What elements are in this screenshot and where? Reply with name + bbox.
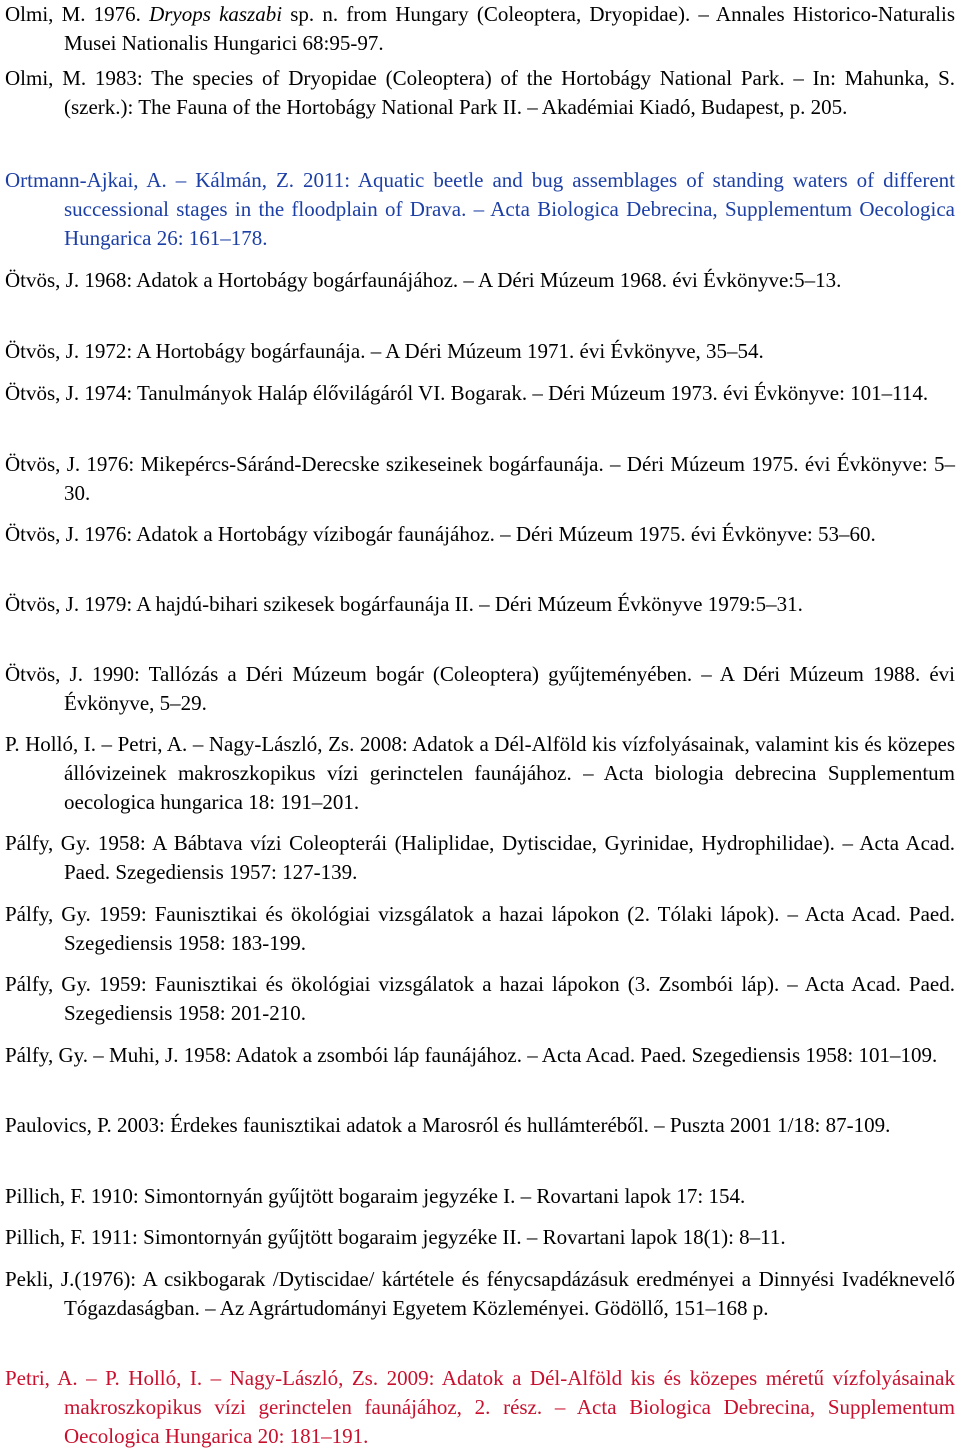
reference-otvos-1974: Ötvös, J. 1974: Tanulmányok Haláp élővilágáról VI. Bogarak. – Déri Múzeum 1973. évi Évkönyve: 101–114. (5, 381, 929, 405)
reference-palfy-muhi-1958: Pálfy, Gy. – Muhi, J. 1958: Adatok a zsombói láp faunájához. – Acta Acad. Paed. Szegediensis 1958: 101–109. (5, 1043, 938, 1067)
ref-part-authors: Olmi, M. 1976. (5, 2, 150, 26)
reference-olmi-1976 (5, 0, 955, 58)
reference-olmi-1983: Olmi, M. 1983: The species of Dryopidae (Coleoptera) of the Hortobágy National Park. – In: Mahunka, S. (szerk.): The Fauna of the Hortobágy National Park II. – Akadémiai Kiadó, Budapest, p. 205. (5, 66, 955, 119)
reference-pillich-1911: Pillich, F. 1911: Simontornyán gyűjtött bogaraim jegyzéke II. – Rovartani lapok 18(1): 8–11. (5, 1225, 786, 1249)
reference-palfy-1959b: Pálfy, Gy. 1959: Faunisztikai és ökológiai vizsgálatok a hazai lápokon (3. Zsombói láp). – Acta Acad. Paed. Szegediensis 1958: 201-210. (5, 972, 955, 1025)
reference-otvos-1968: Ötvös, J. 1968: Adatok a Hortobágy bogárfaunájához. – A Déri Múzeum 1968. évi Évkönyve:5–13. (5, 268, 842, 292)
reference-otvos-1976a: Ötvös, J. 1976: Mikepércs-Sáránd-Derecske szikeseinek bogárfaunája. – Déri Múzeum 1975. évi Évkönyve: 5–30. (5, 452, 955, 505)
reference-p-hollo-2008: P. Holló, I. – Petri, A. – Nagy-László, Zs. 2008: Adatok a Dél-Alföld kis vízfolyásainak, valamint kis és közepes állóvizeinek makroszkopikus vízi gerinctelen faunájához. – Acta biologia debrecina Supplementum oecologica hungarica 18: 191–201. (5, 732, 955, 814)
reference-otvos-1976b: Ötvös, J. 1976: Adatok a Hortobágy vízibogár faunájához. – Déri Múzeum 1975. évi Évkönyve: 53–60. (5, 522, 876, 546)
reference-pillich-1910: Pillich, F. 1910: Simontornyán gyűjtött bogaraim jegyzéke I. – Rovartani lapok 17: 154. (5, 1184, 746, 1208)
reference-otvos-1979: Ötvös, J. 1979: A hajdú-bihari szikesek bogárfaunája II. – Déri Múzeum Évkönyve 1979:5–31. (5, 592, 803, 616)
reference-ortmann-ajkai-2011: Ortmann-Ajkai, A. – Kálmán, Z. 2011: Aquatic beetle and bug assemblages of standing waters of different successional stages in the floodplain of Drava. – Acta Biologica Debrecina, Supplementum Oecologica Hungarica 26: 161–178. (5, 168, 955, 250)
reference-palfy-1958: Pálfy, Gy. 1958: A Bábtava vízi Coleopterái (Haliplidae, Dytiscidae, Gyrinidae, Hydrophilidae). – Acta Acad. Paed. Szegediensis 1957: 127-139. (5, 831, 955, 884)
reference-otvos-1990: Ötvös, J. 1990: Tallózás a Déri Múzeum bogár (Coleoptera) gyűjteményében. – A Déri Múzeum 1988. évi Évkönyve, 5–29. (5, 662, 955, 715)
reference-palfy-1959a: Pálfy, Gy. 1959: Faunisztikai és ökológiai vizsgálatok a hazai lápokon (2. Tólaki lápok). – Acta Acad. Paed. Szegediensis 1958: 183-199. (5, 902, 955, 955)
reference-petri-2009: Petri, A. – P. Holló, I. – Nagy-László, Zs. 2009: Adatok a Dél-Alföld kis és közepes méretű vízfolyásainak makroszkopikus vízi gerinctelen faunájához, 2. rész. – Acta Biologica Debrecina, Supplementum Oecologica Hungarica 20: 181–191. (5, 1366, 955, 1448)
reference-pekli-1976: Pekli, J.(1976): A csikbogarak /Dytiscidae/ kártétele és fénycsapdázásuk eredményei a Dinnyési Ivadéknevelő Tógazdaságban. – Az Agrártudományi Egyetem Közleményei. Gödöllő, 151–168 p. (5, 1267, 955, 1320)
ref-part-rest: sp. n. from Hungary (Coleoptera, Dryopidae). – Annales Historico-Naturalis Musei Nationalis Hungarici 68:95-97. (64, 2, 956, 55)
reference-paulovics-2003: Paulovics, P. 2003: Érdekes faunisztikai adatok a Marosról és hullámteréből. – Puszta 2001 1/18: 87-109. (5, 1113, 891, 1137)
ref-part-species: Dryops kaszabi (149, 2, 283, 26)
reference-otvos-1972: Ötvös, J. 1972: A Hortobágy bogárfaunája. – A Déri Múzeum 1971. évi Évkönyve, 35–54. (5, 339, 764, 363)
